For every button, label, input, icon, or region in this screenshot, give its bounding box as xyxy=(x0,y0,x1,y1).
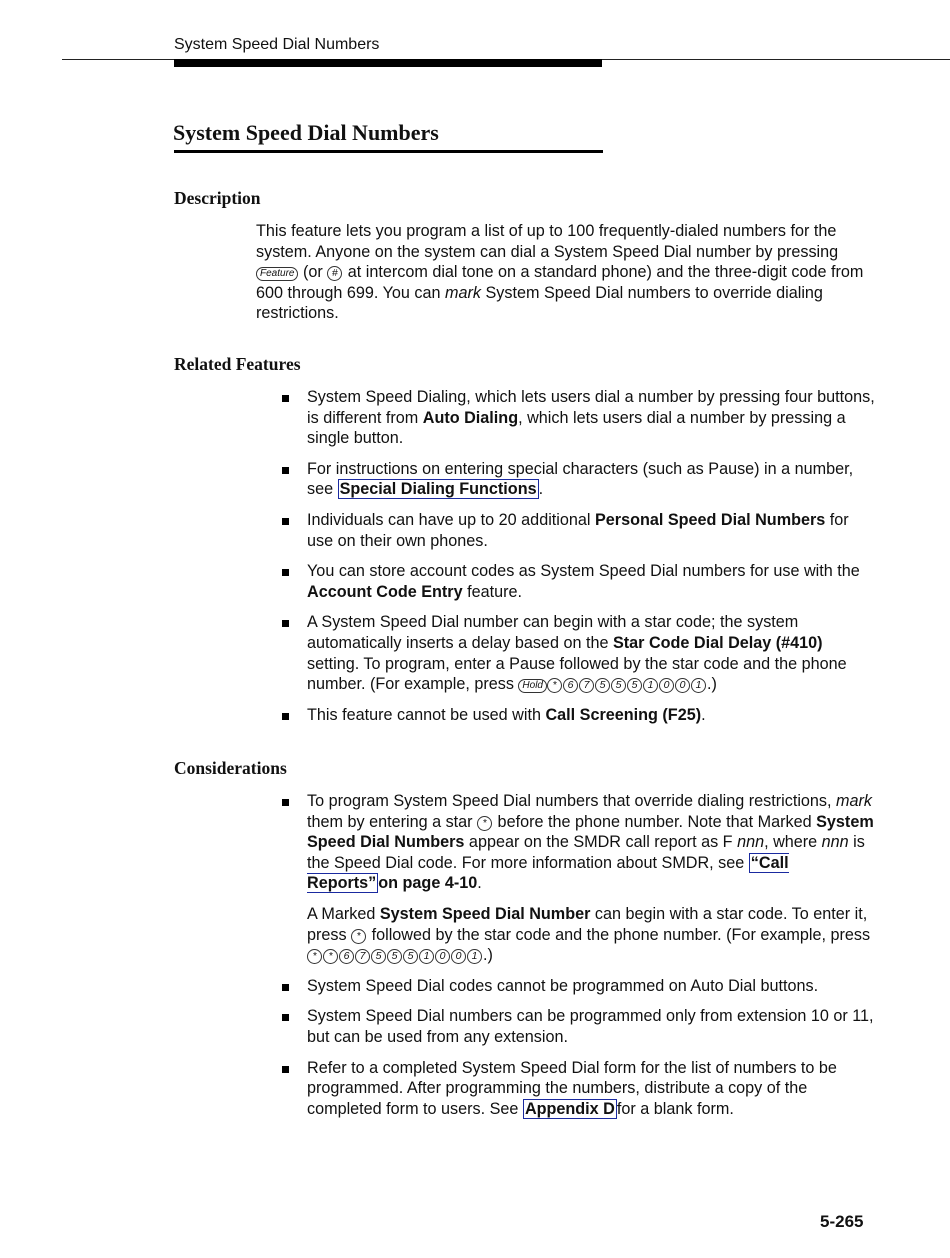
page-title: System Speed Dial Numbers xyxy=(173,120,439,145)
feature-key-icon: Feature xyxy=(256,267,298,281)
star-key-icon: * xyxy=(307,949,322,964)
hold-key-icon: Hold xyxy=(518,679,547,693)
section-heading-description: Description xyxy=(174,188,261,208)
section-heading-considerations: Considerations xyxy=(174,758,287,778)
list-item: This feature cannot be used with Call Screening (F25). xyxy=(279,705,879,726)
list-item: You can store account codes as System Speed Dial numbers for use with the Account Code Entry feature. xyxy=(279,561,879,602)
bullet-icon xyxy=(282,1014,289,1021)
bullet-icon xyxy=(282,713,289,720)
digit-key-icon: 5 xyxy=(627,678,642,693)
page-number: 5-265 xyxy=(820,1212,864,1231)
list-item: For instructions on entering special characters (such as Pause) in a number, see Special Dialing Functions . xyxy=(279,459,879,500)
digit-key-icon: 0 xyxy=(435,949,450,964)
bullet-icon xyxy=(282,620,289,627)
list-item: System Speed Dial numbers can be programmed only from extension 10 or 11, but can be used from any extension. xyxy=(279,1006,879,1047)
list-item: A System Speed Dial number can begin with a star code; the system automatically inserts a delay based on the Star Code Dial Delay (#410) setting. To program, enter a Pause followed by the star code and the phone number. (For example, press Hold * 6 7 5 5 5 1 0 0 1 .) xyxy=(279,612,879,694)
digit-key-icon: 5 xyxy=(387,949,402,964)
special-dialing-functions-link[interactable]: Special Dialing Functions xyxy=(339,480,537,499)
star-key-icon: * xyxy=(477,816,492,831)
digit-key-icon: 5 xyxy=(371,949,386,964)
bullet-icon xyxy=(282,799,289,806)
section-heading-related-features: Related Features xyxy=(174,354,301,374)
digit-key-icon: 0 xyxy=(659,678,674,693)
appendix-d-link[interactable]: Appendix D xyxy=(524,1099,615,1118)
star-key-icon: * xyxy=(547,678,562,693)
list-item: System Speed Dialing, which lets users dial a number by pressing four buttons, is different from Auto Dialing, which lets users dial a number by pressing a single button. xyxy=(279,387,879,449)
title-underline xyxy=(174,150,603,153)
digit-key-icon: 7 xyxy=(579,678,594,693)
digit-key-icon: 6 xyxy=(563,678,578,693)
considerations-list xyxy=(279,791,879,1119)
digit-key-icon: 1 xyxy=(643,678,658,693)
key-sequence xyxy=(307,946,483,964)
bullet-icon xyxy=(282,1066,289,1073)
hash-key-icon: # xyxy=(327,266,342,281)
list-item: System Speed Dial codes cannot be programmed on Auto Dial buttons. xyxy=(279,976,879,997)
digit-key-icon: 5 xyxy=(403,949,418,964)
bullet-icon xyxy=(282,984,289,991)
related-features-list xyxy=(279,387,879,725)
digit-key-icon: 7 xyxy=(355,949,370,964)
digit-key-icon: 1 xyxy=(419,949,434,964)
list-item: Refer to a completed System Speed Dial form for the list of numbers to be programmed. After programming the numbers, distribute a copy of the completed form to users. See Appendix D for a blank form. xyxy=(279,1058,879,1120)
marked-number-note: A Marked System Speed Dial Number can begin with a star code. To enter it, press * followed by the star code and the phone number. (For example, press * * 6 7 5 5 5 1 0 0 1 .) xyxy=(307,904,871,965)
star-key-icon: * xyxy=(351,929,366,944)
star-key-icon: * xyxy=(323,949,338,964)
bullet-icon xyxy=(282,395,289,402)
bullet-icon xyxy=(282,569,289,576)
digit-key-icon: 6 xyxy=(339,949,354,964)
bullet-icon xyxy=(282,467,289,474)
digit-key-icon: 1 xyxy=(467,949,482,964)
call-reports-link[interactable]: “Call Reports” xyxy=(307,853,789,893)
list-item: To program System Speed Dial numbers that override dialing restrictions, mark them by entering a star * before the phone number. Note that Marked System Speed Dial Numbers appear on the SMDR call report as F nnn, where nnn is the Speed Dial code. For more information about SMDR, see “Call Reports” on page 4-10. A Marked System Speed Dial Number can begin with a star code. To enter it, press * followed by the star code and the phone number. (For example, press * * 6 7 5 5 5 1 0 0 1 .) xyxy=(279,791,879,966)
key-sequence xyxy=(547,675,707,693)
description-paragraph: This feature lets you program a list of up to 100 frequently-dialed numbers for the system. Anyone on the system can dial a System Speed Dial number by pressing Feature (or # at intercom dial tone on a standard phone) and the three-digit code from 600 through 699. You can mark System Speed Dial numbers to override dialing restrictions. xyxy=(256,222,864,323)
bullet-icon xyxy=(282,518,289,525)
header-bar xyxy=(174,59,602,67)
digit-key-icon: 1 xyxy=(691,678,706,693)
list-item: Individuals can have up to 20 additional Personal Speed Dial Numbers for use on their own phones. xyxy=(279,510,879,551)
digit-key-icon: 0 xyxy=(451,949,466,964)
digit-key-icon: 5 xyxy=(595,678,610,693)
digit-key-icon: 5 xyxy=(611,678,626,693)
running-header: System Speed Dial Numbers xyxy=(174,36,380,53)
digit-key-icon: 0 xyxy=(675,678,690,693)
